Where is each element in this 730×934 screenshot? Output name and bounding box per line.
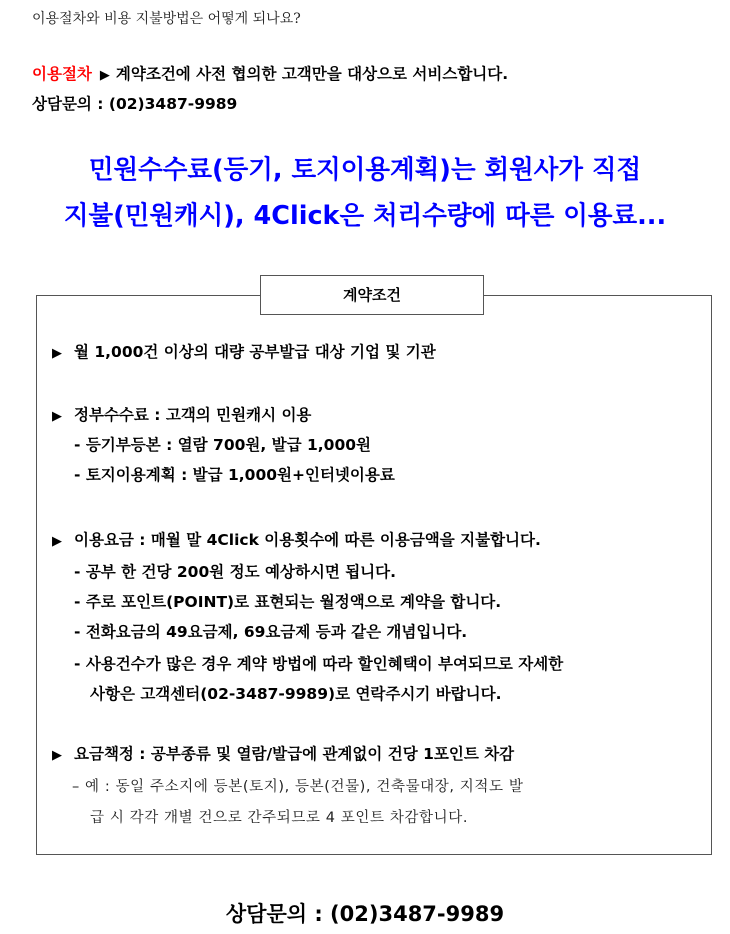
terms-item-gov-fee <box>52 403 311 425</box>
terms-sub-item: - 등기부등본 : 열람 700원, 발급 1,000원 <box>74 436 371 454</box>
terms-item-volume <box>52 340 436 362</box>
procedure-label: 이용절차 <box>32 65 92 83</box>
procedure-text: 계약조건에 사전 협의한 고객만을 대상으로 서비스합니다. <box>115 65 509 83</box>
terms-item-text: 정부수수료 : 고객의 민원캐시 이용 <box>74 406 312 424</box>
contact-phone: 상담문의 : (02)3487-9989 <box>32 95 238 113</box>
footer-contact-phone: 상담문의 : (02)3487-9989 <box>225 902 505 926</box>
headline-line-2: 지불(민원캐시), 4Click은 처리수량에 따른 이용료... <box>63 201 667 231</box>
arrow-bullet-icon: ▶ <box>99 68 110 83</box>
terms-sub-item: - 주로 포인트(POINT)로 표현되는 월정액으로 계약을 합니다. <box>74 593 502 611</box>
faq-question: 이용절차와 비용 지불방법은 어떻게 되나요? <box>32 11 301 27</box>
terms-sub-item: - 전화요금의 49요금제, 69요금제 등과 같은 개념입니다. <box>74 623 468 641</box>
terms-sub-item: - 공부 한 건당 200원 정도 예상하시면 됩니다. <box>74 563 397 581</box>
terms-item-text: 이용요금 : 매월 말 4Click 이용횟수에 따른 이용금액을 지불합니다. <box>74 531 541 549</box>
terms-title: 계약조건 <box>260 275 484 315</box>
procedure-line <box>32 62 508 84</box>
terms-item-text: 요금책정 : 공부종류 및 열람/발급에 관계없이 건당 1포인트 차감 <box>74 745 515 763</box>
terms-item-usage-fee <box>52 528 541 550</box>
arrow-bullet-icon: ▶ <box>52 346 62 361</box>
terms-sub-item: - 토지이용계획 : 발급 1,000원+인터넷이용료 <box>74 466 395 484</box>
terms-example: – 예 : 동일 주소지에 등본(토지), 등본(건물), 건축물대장, 지적도 발 <box>72 779 524 795</box>
terms-item-billing <box>52 742 514 764</box>
terms-sub-item: 사항은 고객센터(02-3487-9989)로 연락주시기 바랍니다. <box>90 685 502 703</box>
terms-item-text: 월 1,000건 이상의 대량 공부발급 대상 기업 및 기관 <box>74 343 436 361</box>
terms-sub-item: - 사용건수가 많은 경우 계약 방법에 따라 할인혜택이 부여되므로 자세한 <box>74 655 564 673</box>
headline-line-1: 민원수수료(등기, 토지이용계획)는 회원사가 직접 <box>88 155 642 185</box>
arrow-bullet-icon: ▶ <box>52 409 62 424</box>
terms-example: 급 시 각각 개별 건으로 간주되므로 4 포인트 차감합니다. <box>90 810 469 826</box>
arrow-bullet-icon: ▶ <box>52 748 62 763</box>
arrow-bullet-icon: ▶ <box>52 534 62 549</box>
